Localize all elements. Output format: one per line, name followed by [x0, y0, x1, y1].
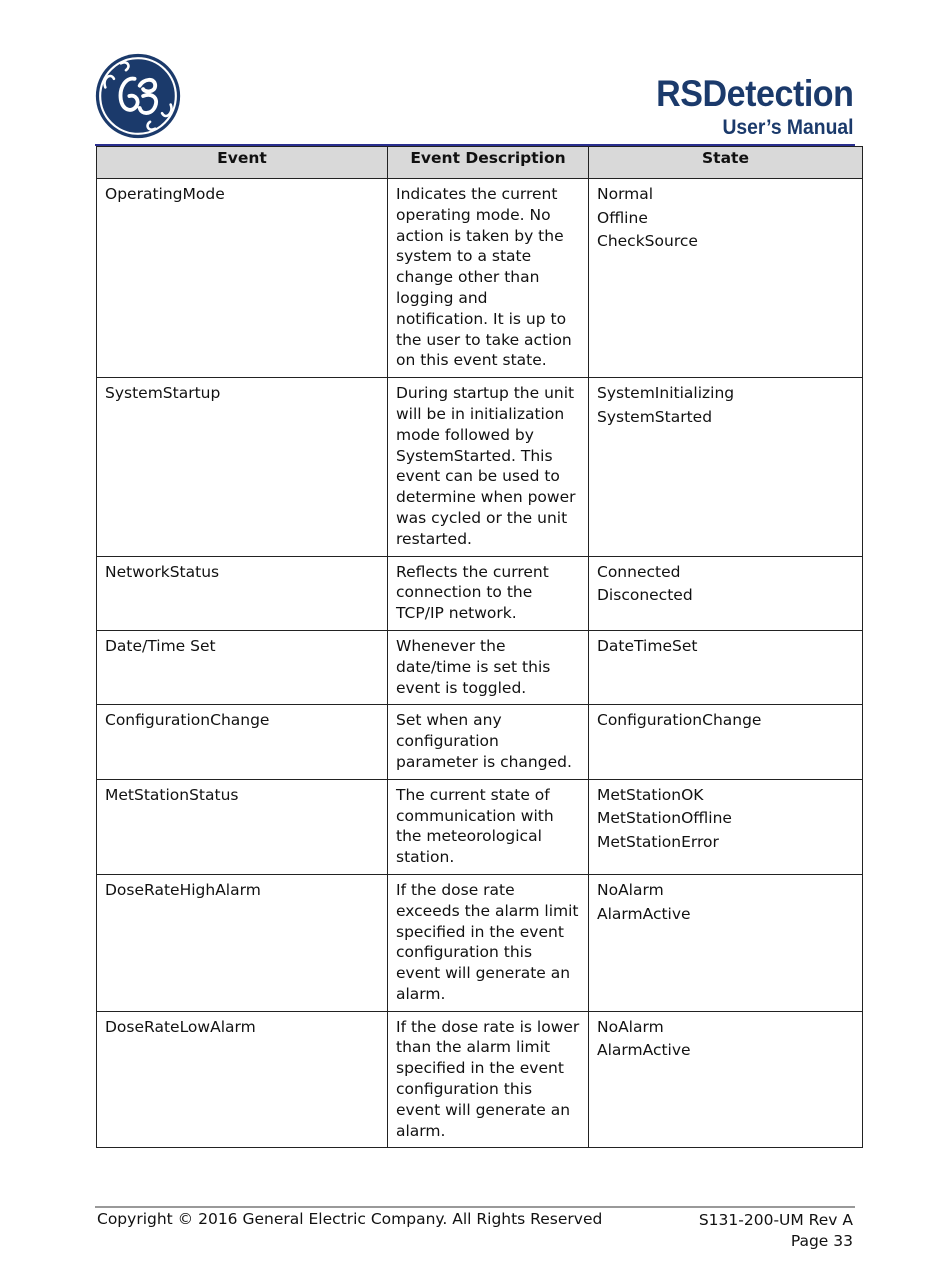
event-name-cell: NetworkStatus: [97, 556, 388, 630]
state-value: NoAlarm: [597, 1017, 664, 1036]
state-value: SystemStarted: [597, 407, 713, 426]
state-value: Normal: [597, 185, 654, 203]
document-title: RSDetection: [655, 73, 853, 114]
table-row: [97, 779, 863, 874]
event-state-cell: [589, 378, 863, 556]
state-value: AlarmActive: [597, 904, 691, 923]
state-value: MetStationError: [597, 832, 719, 851]
event-state-cell: [589, 630, 863, 704]
footer-divider: [95, 1206, 855, 1208]
document-number: S131-200-UM Rev A: [698, 1211, 853, 1229]
column-header-state: State: [589, 147, 863, 179]
table-row: [97, 630, 863, 704]
page-number: Page 33: [790, 1232, 853, 1250]
event-state-cell: [589, 779, 863, 874]
state-value: CheckSource: [597, 232, 698, 251]
event-state-cell: [589, 179, 863, 378]
state-value: Offline: [597, 208, 648, 227]
table-row: [97, 378, 863, 556]
table-row: [97, 874, 863, 1011]
state-value: MetStationOK: [597, 785, 704, 804]
document-subtitle: User’s Manual: [722, 116, 853, 139]
event-name-cell: DoseRateHighAlarm: [97, 874, 388, 1011]
event-description-cell: Reflects the current connection to the TCP/IP network.: [388, 556, 589, 630]
event-description-cell: Whenever the date/time is set this event is toggled.: [388, 630, 589, 704]
event-description-cell: Indicates the current operating mode. No action is taken by the system to a state change other than logging and notification. It is up to the user to take action on this event state.: [388, 179, 589, 378]
document-title-block: [639, 72, 853, 140]
column-header-event: Event: [97, 147, 388, 179]
event-description-cell: Set when any configuration parameter is changed.: [388, 705, 589, 779]
event-name-cell: Date/Time Set: [97, 630, 388, 704]
event-name-cell: DoseRateLowAlarm: [97, 1011, 388, 1148]
column-header-description: Event Description: [388, 147, 589, 179]
event-name-cell: OperatingMode: [97, 179, 388, 378]
ge-monogram-icon: [95, 53, 181, 139]
footer-doc-info: [699, 1210, 853, 1252]
event-name-cell: ConfigurationChange: [97, 705, 388, 779]
event-state-cell: [589, 874, 863, 1011]
table-row: [97, 179, 863, 378]
copyright-notice: Copyright © 2016 General Electric Company. All Rights Reserved: [97, 1210, 603, 1228]
event-description-cell: If the dose rate is lower than the alarm limit specified in the event configuration this event will generate an alarm.: [388, 1011, 589, 1148]
table-header-row: [97, 147, 863, 179]
table-row: [97, 705, 863, 779]
state-value: SystemInitializing: [597, 384, 735, 403]
state-value: DateTimeSet: [597, 636, 698, 655]
state-value: Disconected: [597, 586, 693, 605]
event-description-cell: The current state of communication with the meteorological station.: [388, 779, 589, 874]
state-value: MetStationOffline: [597, 809, 732, 828]
event-table: [96, 146, 863, 1148]
event-description-cell: If the dose rate exceeds the alarm limit specified in the event configuration this event will generate an alarm.: [388, 874, 589, 1011]
state-value: Connected: [597, 562, 681, 581]
event-name-cell: MetStationStatus: [97, 779, 388, 874]
event-name-cell: SystemStartup: [97, 378, 388, 556]
event-state-cell: [589, 705, 863, 779]
state-value: AlarmActive: [597, 1041, 691, 1060]
state-value: ConfigurationChange: [597, 711, 762, 730]
table-row: [97, 556, 863, 630]
table-row: [97, 1011, 863, 1148]
state-value: NoAlarm: [597, 880, 664, 899]
event-state-cell: [589, 1011, 863, 1148]
event-description-cell: During startup the unit will be in initialization mode followed by SystemStarted. This event can be used to determine when power was cycled or the unit restarted.: [388, 378, 589, 556]
event-state-cell: [589, 556, 863, 630]
